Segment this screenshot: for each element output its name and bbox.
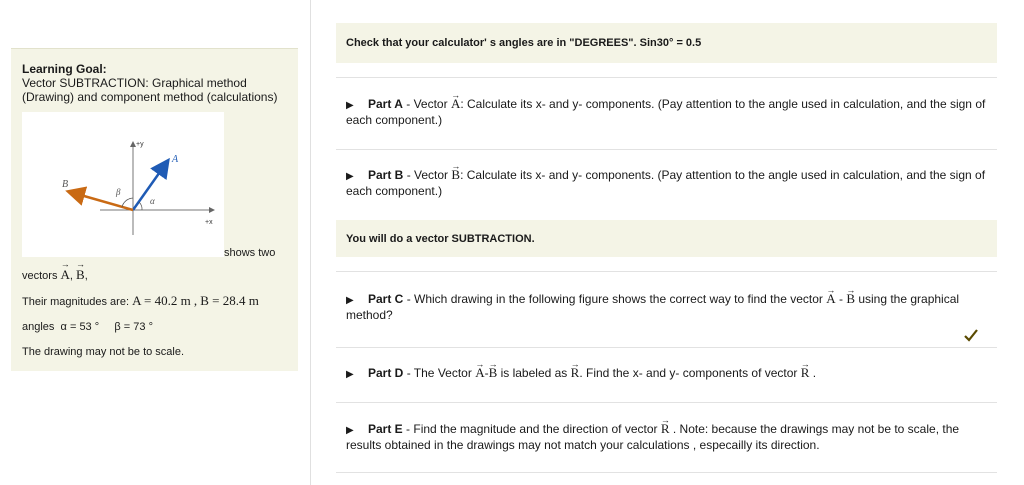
vectors-line (22, 267, 88, 283)
learning-goal-line1: Vector SUBTRACTION: Graphical method (22, 76, 247, 90)
degrees-banner: Check that your calculator' s angles are in "DEGREES". Sin30° = 0.5 (336, 23, 997, 63)
questions-pane (311, 0, 1024, 485)
separator (336, 402, 997, 403)
part-a[interactable] (346, 96, 986, 128)
part-d-minus: - (484, 366, 489, 380)
part-b-label[interactable]: Part B (368, 168, 404, 182)
part-d-vector-b: → B (489, 365, 498, 380)
vector-diagram (22, 112, 224, 257)
part-b[interactable] (346, 167, 986, 199)
part-e-text: . Note: because the drawings may not be to scale, the results obtained in the drawings may not match your calculations , especailly its direction. (346, 422, 960, 452)
plus-y-label: +y (136, 141, 144, 148)
part-c-vector-a: → A (826, 291, 835, 306)
part-d-pre: - The Vector (406, 366, 472, 380)
part-c-minus: - (838, 292, 843, 306)
part-a-pre: - Vector (406, 97, 448, 111)
angles-line (22, 321, 153, 333)
separator (336, 149, 997, 150)
part-d-text: . Find the x- and y- components of vector (579, 366, 798, 380)
vectors-trailing-comma: , (84, 270, 88, 282)
alpha-arc (139, 202, 142, 210)
separator (336, 271, 997, 272)
vectors-prefix: vectors (22, 270, 58, 282)
part-d[interactable] (346, 365, 986, 382)
part-d-label[interactable]: Part D (368, 366, 404, 380)
part-c[interactable] (346, 291, 986, 323)
plus-x-label: +x (205, 219, 213, 226)
learning-goal-line2: (Drawing) and component method (calculations) (22, 90, 278, 104)
vector-a-symbol: → A (61, 267, 70, 283)
part-d-vector-r2: → R (801, 365, 810, 380)
expand-arrow-icon[interactable]: ▶ (346, 295, 354, 306)
part-d-labeled-as: is labeled as (500, 366, 568, 380)
part-e-pre: - Find the magnitude and the direction of vector (406, 422, 658, 436)
separator (336, 77, 997, 78)
separator (336, 472, 997, 473)
part-e-vector-r: → R (661, 421, 670, 436)
alpha-label: α (150, 196, 155, 206)
part-b-pre: - Vector (406, 168, 449, 182)
magnitudes-line (22, 293, 259, 309)
scale-note: The drawing may not be to scale. (22, 346, 185, 358)
expand-arrow-icon[interactable]: ▶ (346, 425, 354, 436)
expand-arrow-icon[interactable]: ▶ (346, 369, 354, 380)
learning-goal-panel (11, 48, 298, 371)
part-d-end: . (812, 366, 817, 380)
part-e-label[interactable]: Part E (368, 422, 403, 436)
beta-arc (122, 198, 133, 207)
beta-value: β = 73 ° (114, 321, 153, 333)
part-b-text: : Calculate its x- and y- components. (Pay attention to the angle used in calculation, and the sign of each component.) (346, 168, 986, 198)
part-c-label[interactable]: Part C (368, 292, 404, 306)
part-c-pre: - Which drawing in the following figure shows the correct way to find the vector (406, 292, 823, 306)
vector-b-arrow (70, 192, 133, 210)
part-c-vector-b: → B (846, 291, 855, 306)
learning-goal-title: Learning Goal: (22, 62, 107, 76)
part-d-vector-a: → A (475, 365, 484, 380)
magnitudes-prefix: Their magnitudes are: (22, 296, 129, 308)
part-a-vector: → A (451, 96, 460, 111)
learning-goal-pane (0, 0, 311, 485)
check-icon (963, 327, 979, 343)
expand-arrow-icon[interactable]: ▶ (346, 100, 354, 111)
part-a-text: : Calculate its x- and y- components. (Pay attention to the angle used in calculation, and the sign of each component.) (346, 97, 986, 127)
expand-arrow-icon[interactable]: ▶ (346, 171, 354, 182)
part-e[interactable] (346, 421, 986, 453)
beta-label: β (116, 187, 121, 197)
magnitude-a: A = 40.2 m , (132, 293, 198, 308)
subtraction-banner: You will do a vector SUBTRACTION. (336, 220, 997, 257)
part-c-text: using the graphical method? (346, 292, 960, 322)
vector-b-symbol: → B (76, 267, 85, 283)
angles-prefix: angles (22, 321, 55, 333)
part-b-vector: → B (451, 167, 460, 182)
magnitude-b: B = 28.4 m (200, 293, 259, 308)
vector-a-label: A (172, 154, 179, 165)
separator (336, 347, 997, 348)
vectors-comma: , (69, 270, 73, 282)
vector-b-label: B (62, 179, 69, 190)
alpha-value: α = 53 ° (60, 321, 100, 333)
part-d-vector-r: → R (571, 365, 580, 380)
shows-two-text: shows two (224, 247, 276, 259)
part-a-label[interactable]: Part A (368, 97, 403, 111)
vector-diagram-svg (22, 112, 224, 257)
